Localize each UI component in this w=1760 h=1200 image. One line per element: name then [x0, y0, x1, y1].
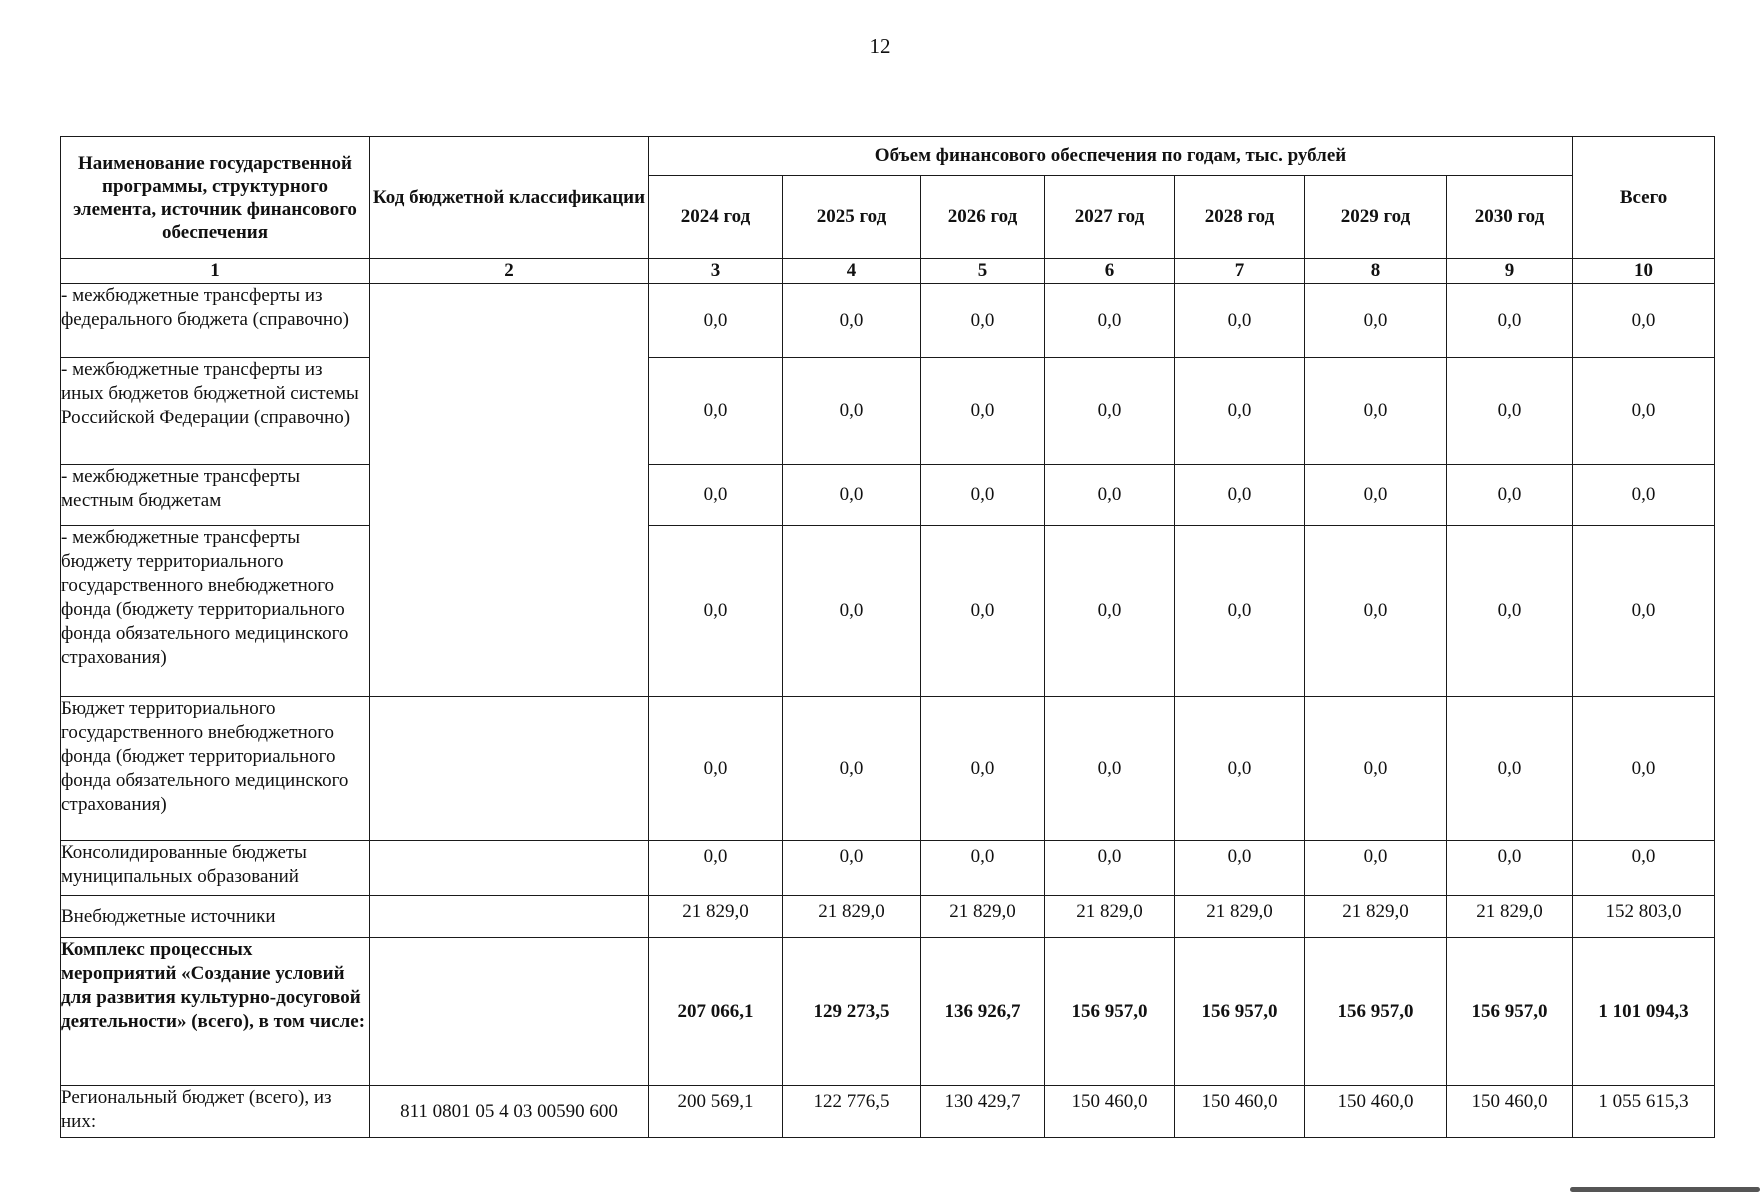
- value-cell: 136 926,7: [921, 938, 1045, 1086]
- value-cell: 207 066,1: [649, 938, 783, 1086]
- column-number: 3: [649, 259, 783, 284]
- value-cell: 0,0: [921, 841, 1045, 896]
- value-cell: 156 957,0: [1175, 938, 1305, 1086]
- scan-edge-mark: [1570, 1187, 1760, 1192]
- header-funding-by-year: Объем финансового обеспечения по годам, тыс. рублей: [649, 137, 1573, 176]
- value-cell: 21 829,0: [921, 896, 1045, 938]
- total-cell: 1 055 615,3: [1573, 1086, 1715, 1138]
- row-name: Региональный бюджет (всего), из них:: [61, 1086, 370, 1138]
- value-cell: 130 429,7: [921, 1086, 1045, 1138]
- value-cell: 0,0: [783, 841, 921, 896]
- column-number: 6: [1045, 259, 1175, 284]
- value-cell: 0,0: [1447, 526, 1573, 697]
- column-number: 1: [61, 259, 370, 284]
- column-number: 8: [1305, 259, 1447, 284]
- column-number-row: [61, 259, 1715, 284]
- total-cell: 0,0: [1573, 465, 1715, 526]
- table-row: [61, 358, 1715, 465]
- row-code: 811 0801 05 4 03 00590 600: [370, 1086, 649, 1138]
- row-name: Внебюджетные источники: [61, 896, 370, 938]
- total-cell: 0,0: [1573, 284, 1715, 358]
- value-cell: 129 273,5: [783, 938, 921, 1086]
- value-cell: 0,0: [1305, 358, 1447, 465]
- value-cell: 0,0: [1447, 697, 1573, 841]
- value-cell: 0,0: [783, 697, 921, 841]
- header-year-2025: 2025 год: [783, 176, 921, 259]
- value-cell: 21 829,0: [1045, 896, 1175, 938]
- table-row: [61, 465, 1715, 526]
- value-cell: 0,0: [783, 465, 921, 526]
- table-row: [61, 1086, 1715, 1138]
- column-number: 2: [370, 259, 649, 284]
- value-cell: 150 460,0: [1175, 1086, 1305, 1138]
- value-cell: 0,0: [921, 465, 1045, 526]
- column-number: 9: [1447, 259, 1573, 284]
- value-cell: 21 829,0: [1305, 896, 1447, 938]
- value-cell: 0,0: [649, 841, 783, 896]
- value-cell: 0,0: [1045, 841, 1175, 896]
- value-cell: 200 569,1: [649, 1086, 783, 1138]
- value-cell: 0,0: [783, 284, 921, 358]
- page-number: 12: [869, 34, 891, 58]
- value-cell: 0,0: [1175, 284, 1305, 358]
- value-cell: 0,0: [1175, 841, 1305, 896]
- row-code: [370, 938, 649, 1086]
- value-cell: 0,0: [1447, 841, 1573, 896]
- value-cell: 0,0: [1447, 465, 1573, 526]
- total-cell: 0,0: [1573, 697, 1715, 841]
- value-cell: 21 829,0: [649, 896, 783, 938]
- header-year-2030: 2030 год: [1447, 176, 1573, 259]
- total-cell: 0,0: [1573, 841, 1715, 896]
- value-cell: 0,0: [649, 465, 783, 526]
- value-cell: 0,0: [1175, 465, 1305, 526]
- value-cell: 0,0: [1305, 465, 1447, 526]
- total-cell: 1 101 094,3: [1573, 938, 1715, 1086]
- table-row: [61, 938, 1715, 1086]
- value-cell: 21 829,0: [783, 896, 921, 938]
- value-cell: 0,0: [1045, 526, 1175, 697]
- value-cell: 0,0: [921, 358, 1045, 465]
- value-cell: 0,0: [1175, 526, 1305, 697]
- row-name: Консолидированные бюджеты муниципальных образований: [61, 841, 370, 896]
- value-cell: 21 829,0: [1175, 896, 1305, 938]
- total-cell: 0,0: [1573, 358, 1715, 465]
- row-code: [370, 284, 649, 697]
- value-cell: 0,0: [1305, 526, 1447, 697]
- table-row: [61, 896, 1715, 938]
- header-year-2024: 2024 год: [649, 176, 783, 259]
- header-year-2028: 2028 год: [1175, 176, 1305, 259]
- value-cell: 0,0: [1305, 841, 1447, 896]
- header-year-2026: 2026 год: [921, 176, 1045, 259]
- value-cell: 0,0: [1305, 697, 1447, 841]
- total-cell: 152 803,0: [1573, 896, 1715, 938]
- value-cell: 150 460,0: [1045, 1086, 1175, 1138]
- value-cell: 150 460,0: [1305, 1086, 1447, 1138]
- row-name: - межбюджетные трансферты из федерального бюджета (справочно): [61, 284, 370, 358]
- value-cell: 0,0: [1045, 465, 1175, 526]
- column-number: 4: [783, 259, 921, 284]
- header-year-2029: 2029 год: [1305, 176, 1447, 259]
- table-row: [61, 284, 1715, 358]
- value-cell: 0,0: [1175, 697, 1305, 841]
- header-total-column: Всего: [1573, 137, 1715, 259]
- value-cell: 122 776,5: [783, 1086, 921, 1138]
- value-cell: 0,0: [1447, 358, 1573, 465]
- table-row: [61, 697, 1715, 841]
- value-cell: 0,0: [1045, 697, 1175, 841]
- row-code: [370, 841, 649, 896]
- value-cell: 0,0: [921, 526, 1045, 697]
- value-cell: 0,0: [1447, 284, 1573, 358]
- value-cell: 0,0: [1175, 358, 1305, 465]
- value-cell: 0,0: [1305, 284, 1447, 358]
- value-cell: 156 957,0: [1447, 938, 1573, 1086]
- financing-table: [60, 136, 1715, 1138]
- column-number: 5: [921, 259, 1045, 284]
- value-cell: 0,0: [649, 526, 783, 697]
- value-cell: 150 460,0: [1447, 1086, 1573, 1138]
- value-cell: 0,0: [1045, 284, 1175, 358]
- value-cell: 0,0: [649, 358, 783, 465]
- value-cell: 0,0: [649, 697, 783, 841]
- value-cell: 0,0: [921, 697, 1045, 841]
- table-row: [61, 526, 1715, 697]
- value-cell: 0,0: [921, 284, 1045, 358]
- row-code: [370, 896, 649, 938]
- table-row: [61, 841, 1715, 896]
- header-year-2027: 2027 год: [1045, 176, 1175, 259]
- header-code-column: Код бюджетной классификации: [370, 137, 649, 259]
- value-cell: 156 957,0: [1305, 938, 1447, 1086]
- row-code: [370, 697, 649, 841]
- row-name: - межбюджетные трансферты из иных бюджетов бюджетной системы Российской Федерации (справочно): [61, 358, 370, 465]
- column-number: 7: [1175, 259, 1305, 284]
- value-cell: 0,0: [1045, 358, 1175, 465]
- total-cell: 0,0: [1573, 526, 1715, 697]
- header-name-column: Наименование государственной программы, структурного элемента, источник финансового обеспечения: [61, 137, 370, 259]
- column-number: 10: [1573, 259, 1715, 284]
- value-cell: 0,0: [649, 284, 783, 358]
- value-cell: 156 957,0: [1045, 938, 1175, 1086]
- row-name: - межбюджетные трансферты бюджету территориального государственного внебюджетного фонда (бюджету территориального фонда обязательного медицинского страхования): [61, 526, 370, 697]
- value-cell: 0,0: [783, 526, 921, 697]
- row-name: Бюджет территориального государственного внебюджетного фонда (бюджет территориального фонда обязательного медицинского страхования): [61, 697, 370, 841]
- row-name: Комплекс процессных мероприятий «Создание условий для развития культурно-досуговой деятельности» (всего), в том числе:: [61, 938, 370, 1086]
- row-name: - межбюджетные трансферты местным бюджетам: [61, 465, 370, 526]
- value-cell: 0,0: [783, 358, 921, 465]
- value-cell: 21 829,0: [1447, 896, 1573, 938]
